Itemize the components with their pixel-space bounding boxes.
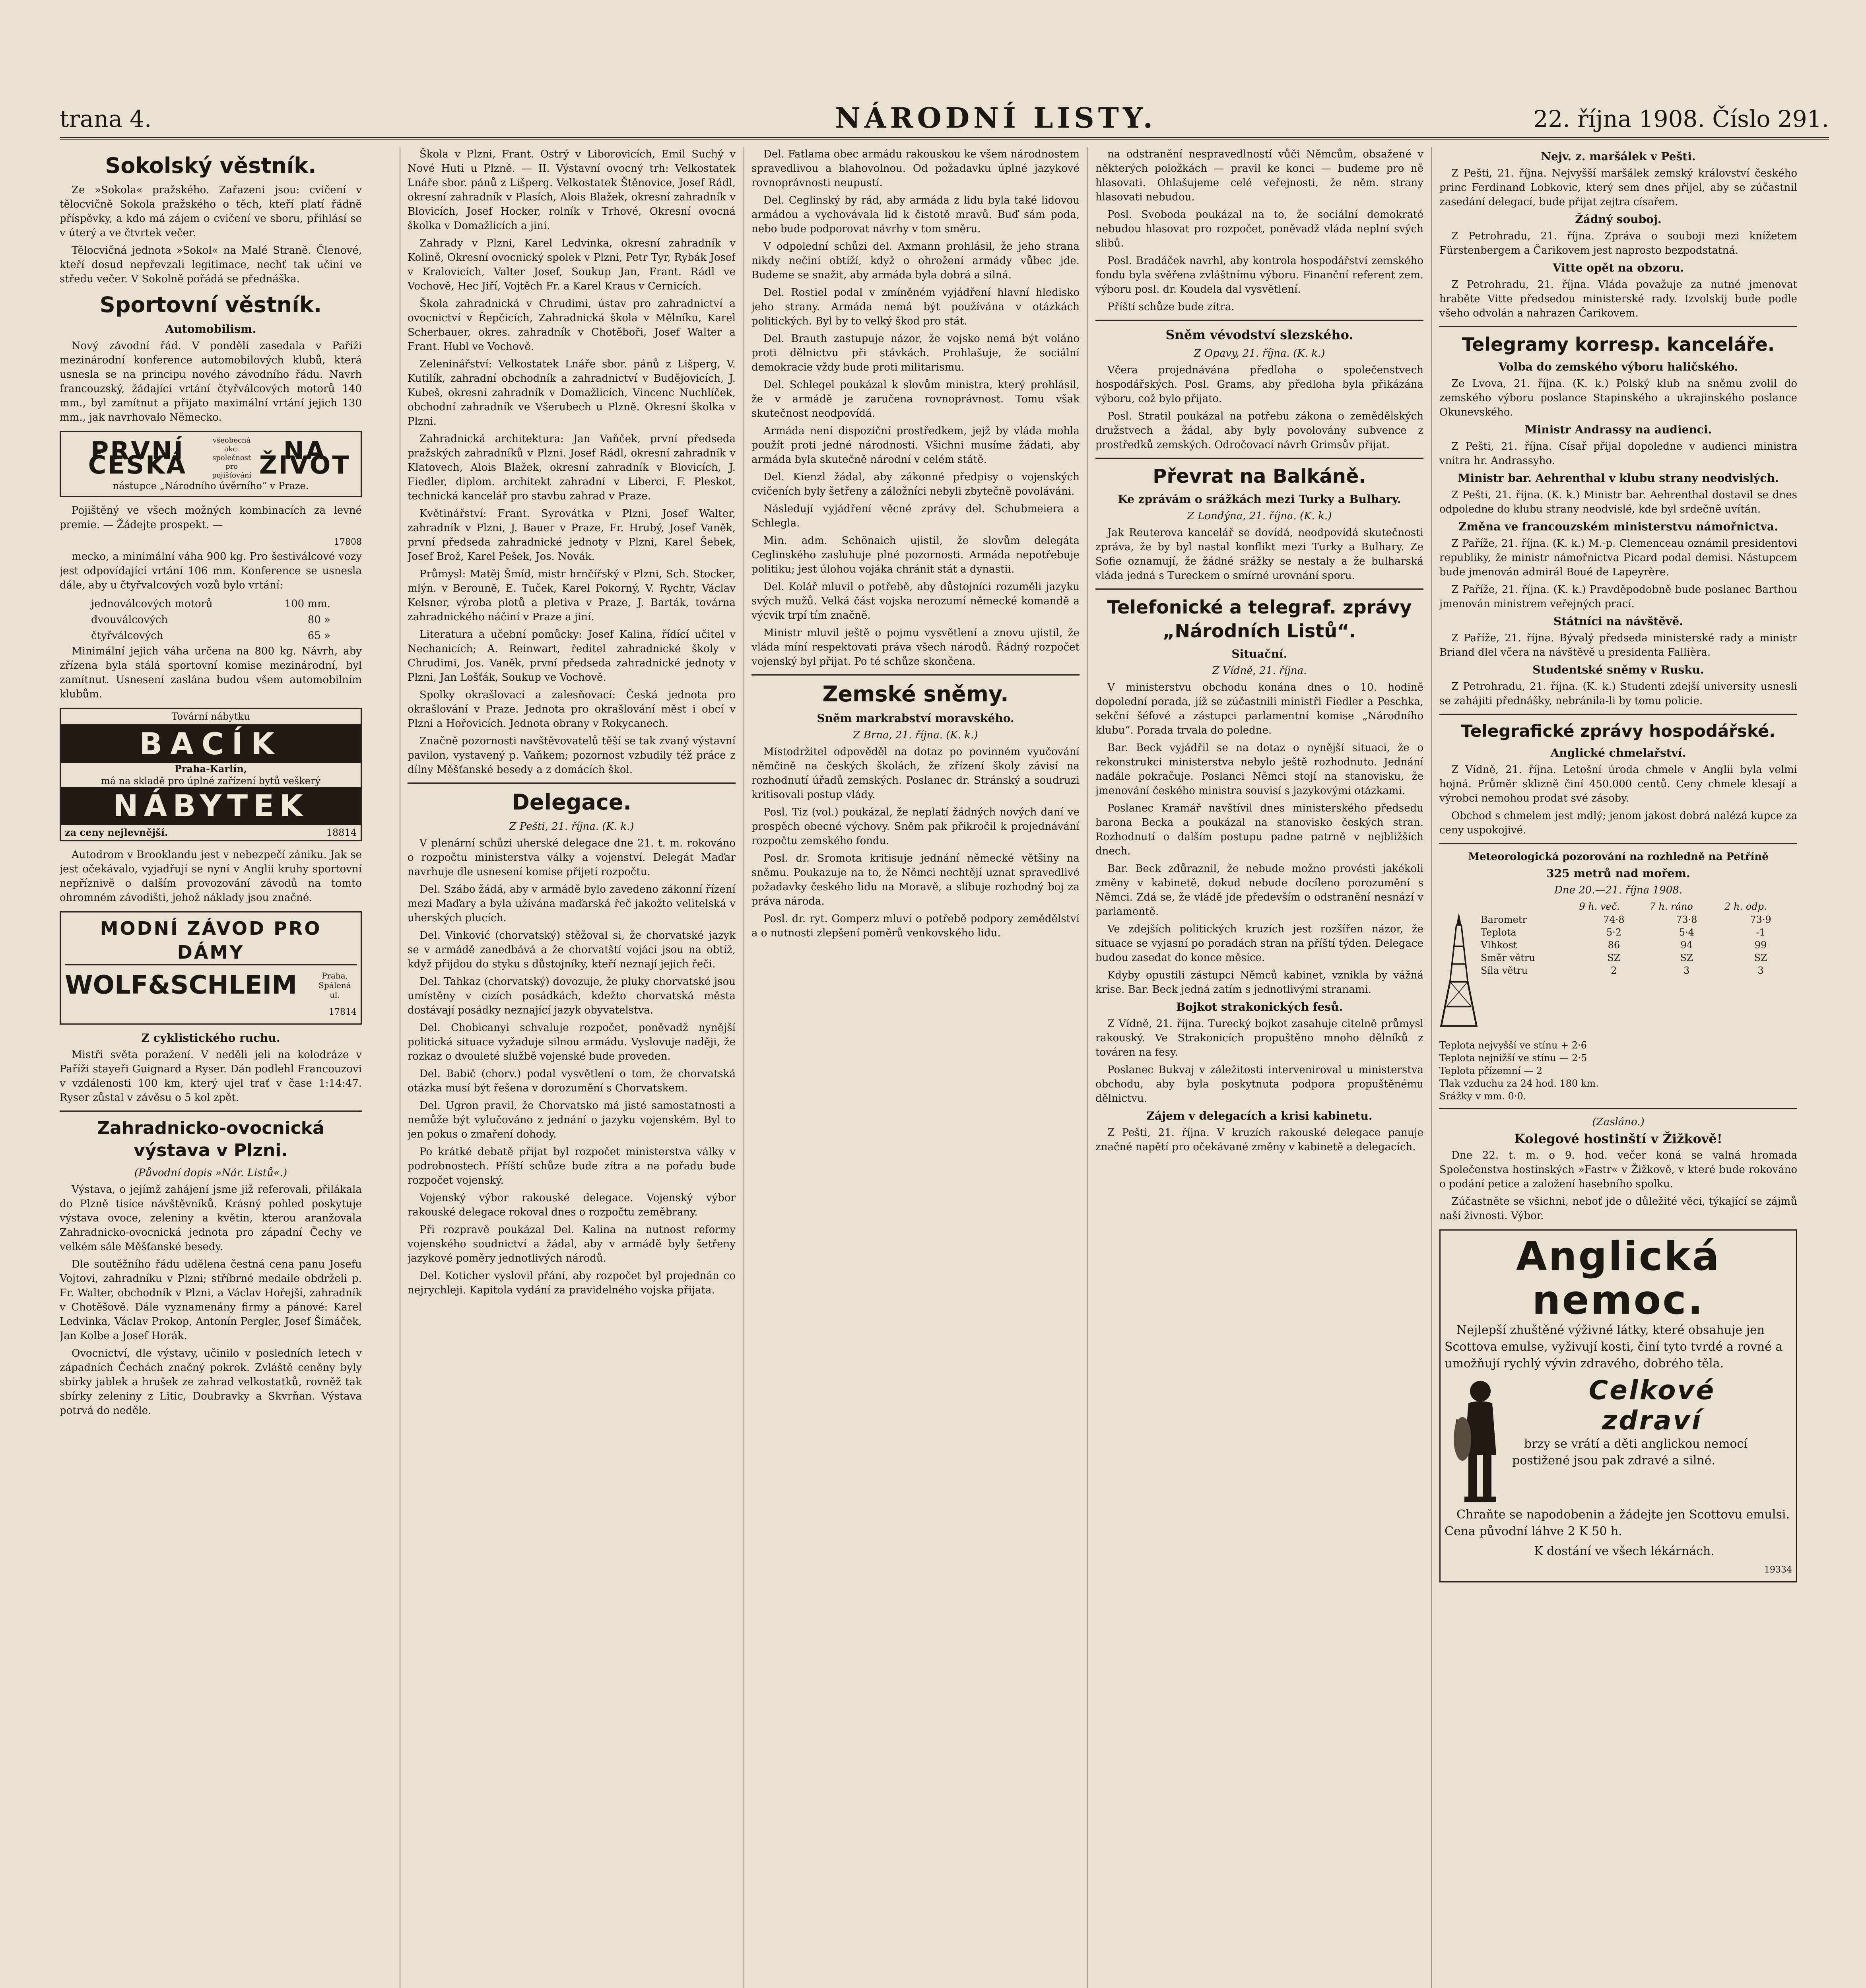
article-paragraph: Ze »Sokola« pražského. Zařazeni jsou: cvičení v tělocvičně Sokola pražského o těch, kteří platí řádně příspěvky, a kdo má zájem o cvičení ve sboru, přihlásí se v úterý a ve čtvrtek večer. xyxy=(60,184,362,239)
advert-text: Praha, Spálená ul. xyxy=(318,971,351,1000)
dateline: Z Vídně, 21. října. xyxy=(1212,665,1307,677)
sub-heading: Žádný souboj. xyxy=(1575,213,1662,226)
newspaper-title: NÁRODNÍ LISTY. xyxy=(835,101,1157,134)
dateline: (Původní dopis »Nár. Listů«.) xyxy=(134,1167,287,1179)
article-paragraph: Následují vyjádření věcné zprávy del. Schubmeiera a Schlegla. xyxy=(751,503,1080,529)
article-paragraph: Posl. Tiz (vol.) poukázal, že neplatí žádných nových daní ve prospěch obecné výchovy. Sněm pak přikročil k projednávání rozpočtu zemského fondu. xyxy=(751,806,1080,847)
table-cell: 86 xyxy=(1608,940,1620,951)
article-paragraph: Nový závodní řád. V pondělí zasedala v Paříži mezinárodní konference automobilových klubů, která usnesla se na principu nového závodního řádu. Navrh francouzský, žádající vrtání čtyřválcových motorů 140 mm., byl zamítnut a přijato maximální vrtání jejich 130 mm., jak navrhovalo Německo. xyxy=(60,340,362,423)
sub-heading: Volba do zemského výboru haličského. xyxy=(1498,360,1738,373)
fisherman-icon xyxy=(1445,1375,1512,1507)
article-paragraph: Del. Szábo žádá, aby v armádě bylo zavedeno zákonní řízení mezi Maďary a byla užívána maďarská řeč jakožto velitelská v uherských plucích. xyxy=(408,883,736,924)
divider xyxy=(1095,320,1423,321)
weather-note: Teplota nejnižší ve stínu — 2·5 xyxy=(1439,1052,1587,1064)
article-paragraph: na odstranění nespravedlností vůči Němcům, obsažené v některých položkách — pravil ke konci — budeme pro ně hlasovati. Ohlašujeme celé veřejnosti, že něm. strany hlasovati nebudou. xyxy=(1095,148,1423,203)
article-paragraph: mecko, a minimální váha 900 kg. Pro šestiválcové vozy jest odpovídající vrtání 106 mm. Konference se usnesla dále, aby u čtyřvalcových vozů bylo vrtání: xyxy=(60,551,362,591)
sub-heading: Situační. xyxy=(1231,647,1287,660)
divider xyxy=(60,1110,362,1112)
sub-heading: Nejv. z. maršálek v Pešti. xyxy=(1541,150,1696,163)
table-header: 2 h. odp. xyxy=(1724,901,1767,912)
article-paragraph: Zeleninářství: Velkostatek Lnáře sbor. pánů z Lišperg, V. Kutilík, zahradní obchodník a zahradnictví v Budějovicích, J. Kubeš, okresní zahradník v Domažlicích, Vincenc Nuchlíček, obchodní zahradník ve Všerubech u Plzně. Okresní školka v Plzni. xyxy=(408,358,736,427)
article-paragraph: Z Pešti, 21. října. V kruzích rakouské delegace panuje značné napětí pro očekávané změny v kabinetě a delegacích. xyxy=(1095,1127,1423,1153)
table-cell: dvouválcových xyxy=(91,614,168,626)
sub-heading: Změna ve francouzském ministerstvu námořnictva. xyxy=(1458,520,1778,533)
article-paragraph: Del. Ceglinský by rád, aby armáda z lidu byla také lidovou armádou a vychovávala lid k čistotě mravů. Buď sám poda, nebo bude podporovat návrhy v tom směru. xyxy=(751,194,1080,235)
table-cell: 74·8 xyxy=(1603,914,1625,925)
section-heading: Sokolský věstník. xyxy=(105,153,317,178)
article-paragraph: Jak Reuterova kancelář se dovídá, neodpovídá skutečnosti zpráva, že by byl nastal konflikt mezi Turky a Bulhary. Ze Sofie oznamují, že žádné srážky se nestaly a že bulharská vláda jedná s Tureckem o smírné urovnání sporu. xyxy=(1095,527,1423,582)
article-paragraph: Ze Lvova, 21. října. (K. k.) Polský klub na sněmu zvolil do zemského výboru poslance Stapinského a ukrajinského poslance Okunevského. xyxy=(1439,378,1797,418)
page-number: trana 4. xyxy=(60,105,152,132)
article-paragraph: Z Petrohradu, 21. října. Zpráva o souboji mezi knížetem Fürstenbergem a Čarikovem jest naprosto bezpodstatná. xyxy=(1439,230,1797,256)
table-cell: Barometr xyxy=(1481,914,1527,925)
advert-number: 17808 xyxy=(334,537,362,547)
article-paragraph: Po krátké debatě přijat byl rozpočet ministerstva války v podrobnostech. Příští schůze bude zítra a na pořadu bude rozpočet vojenský. xyxy=(408,1146,736,1186)
advert-banner: Celkové xyxy=(1588,1375,1716,1406)
advert-title: BACÍK xyxy=(61,725,361,763)
divider xyxy=(1439,714,1797,715)
divider xyxy=(1095,588,1423,590)
sub-heading: Z cyklistického ruchu. xyxy=(141,1031,280,1044)
table-row xyxy=(1478,939,1797,951)
divider xyxy=(1439,326,1797,327)
column-5 xyxy=(1439,147,1797,1988)
article-paragraph: Obchod s chmelem jest mdlý; jenom jakost dobrá nalézá kupce za ceny uspokojivé. xyxy=(1439,810,1797,836)
advert-title: NÁBYTEK xyxy=(61,787,361,825)
dateline: Z Brna, 21. října. (K. k.) xyxy=(853,729,978,741)
article-paragraph: Škola v Plzni, Frant. Ostrý v Liborovicích, Emil Suchý v Nové Huti u Plzně. — II. Výstavní ovocný trh: Velkostatek Lnáře sbor. pánů z Lišperg. Velkostatek Štěnovice, Josef Rádl, okresní zahradník v Plasích, Alois Blažek, okresní zahradník v Blovicích, Josef Hocker, rolník v Trhové, Okresní ovocná školka v Domažlicích a jiní. xyxy=(408,148,736,232)
article-paragraph: Del. Tahkaz (chorvatský) dovozuje, že pluky chorvatské jsou umístěny v cizích posádkách, kdežto chorvatská města dostávají posádky neznající jazyk obyvatelstva. xyxy=(408,976,736,1016)
advert-text: za ceny nejlevnější. xyxy=(65,827,168,838)
advert-text: všeobecná akc. společnost pro pojišťování xyxy=(212,436,252,480)
article-paragraph: Pojištěný ve všech možných kombinacích za levné premie. — Žádejte prospekt. — xyxy=(60,505,362,531)
article-paragraph: Dle soutěžního řádu udělena čestná cena panu Josefu Vojtovi, zahradníku v Plzni; stříbrné medaile obdrželi p. Fr. Walter, obchodník v Plzni, a Václav Hořejší, zahradník v Chotěšově. Dále vyznamenány firmy a pánové: Karel Ledvinka, Václav Prokop, Antonín Pergler, Josef Šimáček, Jan Kolbe a Josef Horák. xyxy=(60,1258,362,1342)
weather-note: Teplota nejvyšší ve stínu + 2·6 xyxy=(1439,1040,1587,1051)
advert-text: K dostání ve všech lékárnách. xyxy=(1534,1544,1715,1558)
dateline: Z Londýna, 21. října. (K. k.) xyxy=(1187,510,1332,522)
weather-altitude: 325 metrů nad mořem. xyxy=(1546,867,1690,880)
section-heading: Převrat na Balkáně. xyxy=(1153,465,1366,487)
article-paragraph: Autodrom v Brooklandu jest v nebezpečí zániku. Jak se jest očekávalo, vyjadřují se nyní v Anglii kruhy sportovní nepříznivě o dalším provozování závodů na tomto ohromném závodišti, jehož náklady jsou značné. xyxy=(60,849,362,904)
table-cell: Síla větru xyxy=(1481,965,1528,976)
sub-heading: Anglické chmelařství. xyxy=(1550,746,1686,759)
sub-heading: Automobilism. xyxy=(165,322,256,336)
article-paragraph: Armáda není dispoziční prostředkem, jejž by vláda mohla použít proti jedné národnosti. Všichni musíme žádati, aby armáda byla skutečně národní v celém státě. xyxy=(751,425,1080,466)
table-cell: 3 xyxy=(1757,965,1764,976)
table-cell: SZ xyxy=(1754,952,1767,963)
advert-title: NA ŽIVOT xyxy=(259,436,351,480)
article-paragraph: Posl. Svoboda poukázal na to, že sociální demokraté nebudou hlasovat pro rozpočet, poněvadž vláda neplní svých slibů. xyxy=(1095,209,1423,249)
article-paragraph: Mistři světa poražení. V neděli jeli na kolodráze v Paříži stayeři Guignard a Ryser. Dán podlehl Francouzovi v vzdálenosti 100 km, který ujel trať v čase 1:14:47. Ryser zůstal v závěsu o 5 kol zpět. xyxy=(60,1049,362,1104)
article-paragraph: Ve zdejších politických kruzích jest rozšířen názor, že situace se vyjasní po poradách stran na příští týden. Delegace budou zasedat do konce měsíce. xyxy=(1095,923,1423,964)
article-paragraph: Z Vídně, 21. října. Letošní úroda chmele v Anglii byla velmi hojná. Průměr sklizně činí 450.000 centů. Ceny chmele klesají a výrobci nemohou prodat své zásoby. xyxy=(1439,764,1797,804)
advert-scott-emulsion xyxy=(1439,1229,1797,1582)
column-3 xyxy=(751,147,1080,1988)
table-row xyxy=(91,612,331,627)
article-paragraph: Místodržitel odpověděl na dotaz po povinném vyučování němčině na českých školách, že zřízení školy závisí na rozhodnutí úřadů zemských. Poslanec dr. Stránský a soudruzi kritisovali postup vlády. xyxy=(751,746,1080,801)
table-row xyxy=(91,628,331,643)
advert-text: Praha-Karlín, xyxy=(174,763,247,775)
article-paragraph: Posl. Bradáček navrhl, aby kontrola hospodářství zemského fondu byla svěřena zvláštnímu výboru. Finanční referent zem. výboru posl. dr. Koudela dal vysvětlení. xyxy=(1095,255,1423,295)
article-paragraph: Bar. Beck vyjádřil se na dotaz o nynější situaci, že o rekonstrukci ministerstva nebylo ještě rozhodnuto. Jednání nadále pokračuje. Poslanci Němci stojí na stanovisku, že jmenování českého ministra souvisí s jazykovými otázkami. xyxy=(1095,742,1423,797)
article-paragraph: Del. Koticher vyslovil přání, aby rozpočet byl projednán co nejrychleji. Kapitola vydání za pravidelného vojska přijata. xyxy=(408,1270,736,1296)
article-paragraph: Z Paříže, 21. října. (K. k.) M.-p. Clemenceau oznámil presidentovi republiky, že ministr námořnictva Picard podal demisi. Nástupcem bude jmenován admirál Boué de Lapeyrère. xyxy=(1439,538,1797,578)
article-paragraph: Z Pešti, 21. října. (K. k.) Ministr bar. Aehrenthal dostavil se dnes odpoledne do klubu strany neodvislé, kde byl srdečně uvítán. xyxy=(1439,489,1797,515)
article-paragraph: Z Pešti, 21. října. Nejvyšší maršálek zemský království českého princ Ferdinand Lobkovic, který sem dnes přijel, aby se zúčastnil zasedání delegací, bude přijat zejtra císařem. xyxy=(1439,167,1797,208)
weather-note: Teplota přízemní — 2 xyxy=(1439,1065,1543,1076)
article-paragraph: Del. Kolář mluvil o potřebě, aby důstojníci rozuměli jazyku svých mužů. Velká část vojska nerozumí německé komandě a výcvik trpí tím značně. xyxy=(751,581,1080,621)
article-paragraph: Škola zahradnická v Chrudimi, ústav pro zahradnictví a ovocnictví v Řepčicích, Zahradnická škola v Mělníku, Karel Scherbauer, okres. zahradník v Chotěboři, Josef Walter a Frant. Hubl ve Vochově. xyxy=(408,298,736,353)
table-cell: Směr větru xyxy=(1481,952,1535,963)
article-paragraph: Bar. Beck zdůraznil, že nebude možno provésti jakékoli změny v kabinetě, dokud nebude docíleno porozumění s Němci. Zdá se, že vládě jde především o odstranění nesnází v parlamentě. xyxy=(1095,863,1423,918)
table-cell: 80 » xyxy=(307,614,330,626)
sub-heading: Studentské sněmy v Rusku. xyxy=(1532,663,1704,676)
table-cell: 94 xyxy=(1680,940,1693,951)
article-paragraph: V odpolední schůzi del. Axmann prohlásil, že jeho strana nikdy nečiní obtíží, když o ohrožení armády vůbec jde. Budeme se snažit, aby armáda byla dobrá a silná. xyxy=(751,241,1080,281)
table-header xyxy=(1478,900,1579,913)
table-header: 9 h. več. xyxy=(1579,901,1620,912)
article-paragraph: Min. adm. Schönaich ujistil, že slovům delegáta Ceglinského zasluhuje plné pozornosti. Armáda nepotřebuje politiku; jest úlohou vojáka chránit stát a dynastii. xyxy=(751,535,1080,575)
weather-table xyxy=(1478,900,1797,977)
article-paragraph: Del. Ugron pravil, že Chorvatsko má jisté samostatnosti a nemůže být vylučováno z jednání o jazyku vojenském. Byl to jen pokus o zmaření dohody. xyxy=(408,1100,736,1140)
table-cell: SZ xyxy=(1680,952,1693,963)
table-cell: 65 » xyxy=(307,630,330,642)
table-row xyxy=(1478,913,1797,926)
advert-text: Tovární nábytku xyxy=(61,709,361,725)
article-paragraph: Del. Vinković (chorvatský) stěžoval si, že chorvatské jazyk se v armádě zanedbává a že chorvatští vojáci jsou na obtíž, když přijdou do styku s důstojníky, kteří neznají jejich řeči. xyxy=(408,930,736,970)
section-heading: Telegrafické zprávy hospodářské. xyxy=(1461,721,1776,741)
article-paragraph: Z Petrohradu, 21. října. Vláda považuje za nutné jmenovat hraběte Vitte předsedou ministerské rady. Izvolskij bude podle všeho odvolán a nahrazen Čarikovem. xyxy=(1439,279,1797,319)
sub-heading: Sněm markrabství moravského. xyxy=(817,712,1014,725)
section-heading: Zemské sněmy. xyxy=(822,681,1009,707)
article-paragraph: Z Petrohradu, 21. října. (K. k.) Studenti zdejší university usnesli se zahájiti přednášky, nebránila-li by tomu policie. xyxy=(1439,681,1797,707)
advert-text: Nejlepší zhuštěné výživné látky, které obsahuje jen Scottova emulse, vyživují kosti, činí tyto tvrdé a rovné a umožňují rychlý vývin zdravého, dobrého těla. xyxy=(1445,1323,1783,1371)
article-paragraph: Tělocvičná jednota »Sokol« na Malé Straně. Členové, kteří dosud nepřevzali legitimace, nechť tak učiní ve středu večer. V Sokolně pořádá se přednáška. xyxy=(60,245,362,285)
advert-banner: zdraví xyxy=(1602,1405,1703,1436)
article-paragraph: Poslanec Bukvaj v záležitosti interveniroval u ministerstva obchodu, aby byla poskytnuta podpora propuštěnému dělnictvu. xyxy=(1095,1064,1423,1105)
divider xyxy=(1439,1108,1797,1109)
article-paragraph: Příští schůze bude zítra. xyxy=(1107,301,1235,313)
advert-number: 18814 xyxy=(326,827,357,838)
zaslano-label: (Zasláno.) xyxy=(1592,1116,1645,1128)
sub-heading: Kolegové hostinští v Žižkově! xyxy=(1514,1131,1722,1146)
table-cell: čtyřválcových xyxy=(91,630,163,642)
table-cell: 73·8 xyxy=(1676,914,1697,925)
article-paragraph: Del. Schlegel poukázal k slovům ministra, který prohlásil, že v armádě je zaručena rovnoprávnost. Tomu však skutečnost neodpovídá. xyxy=(751,379,1080,419)
article-paragraph: Poslanec Kramář navštívil dnes ministerského předsedu barona Becka a poukázal na stanovisko českých stran. Rozhodnutí o dalším postupu padne patrně v nejbližších dnech. xyxy=(1095,802,1423,857)
section-heading: Delegace. xyxy=(512,790,631,815)
section-heading: Telefonické a telegraf. zprávy „Národních Listů“. xyxy=(1107,596,1412,642)
article-paragraph: Posl. Stratil poukázal na potřebu zákona o zemědělských družstvech a žádal, aby byly povolovány subvence z prostředků zemských. Odročovací návrh Grimsův přijat. xyxy=(1095,410,1423,451)
advert-title: PRVNÍ ČESKÁ xyxy=(88,436,187,480)
table-cell: 100 mm. xyxy=(284,598,330,610)
article-paragraph: Del. Rostiel podal v zmíněném vyjádření hlavní hledisko jeho strany. Armáda nemá být používána v otázkách politických. Byl by to velký škod pro stát. xyxy=(751,287,1080,327)
table-cell: Vlhkost xyxy=(1481,940,1517,951)
article-paragraph: Z Paříže, 21. října. Bývalý předseda ministerské rady a ministr Briand dlel včera na návštěvě u presidenta Fallièra. xyxy=(1439,632,1797,658)
advert-number: 19334 xyxy=(1764,1565,1792,1575)
article-paragraph: Květinářství: Frant. Syrovátka v Plzni, Josef Walter, zahradník v Plzni, J. Bauer v Praze, Fr. Hrubý, Josef Vaněk, první předseda zahradnické jednoty v Plzni, Karel Šebek, Josef Brož, Karel Pešek, Jos. Novák. xyxy=(408,508,736,563)
divider xyxy=(751,674,1080,676)
article-paragraph: Při rozpravě poukázal Del. Kalina na nutnost reformy vojenského soudnictví a žádal, aby v armádě byly šetřeny jazykové poměry jednotlivých národů. xyxy=(408,1224,736,1264)
article-paragraph: Del. Brauth zastupuje názor, že vojsko nemá být voláno proti dělnictvu při stávkách. Prohlašuje, že sociální demokracie vždy bude proti militarismu. xyxy=(751,333,1080,373)
sub-heading: Zájem v delegacích a krisi kabinetu. xyxy=(1146,1109,1373,1122)
article-paragraph: Zahrady v Plzni, Karel Ledvinka, okresní zahradník v Kolině, Okresní ovocnický spolek v Plzni, Petr Tyr, Rybák Josef v Kralovicích, Valter Josef, Soukup Jan, Frant. Rádl ve Vochově, Hec Jiří, Vojtěch Fr. a Karel Kraus v Cernicích. xyxy=(408,237,736,292)
table-cell: 5·4 xyxy=(1679,927,1694,938)
section-heading: Sněm vévodství slezského. xyxy=(1165,327,1353,342)
weather-note: Srážky v mm. 0·0. xyxy=(1439,1091,1526,1102)
article-paragraph: Minimální jejich váha určena na 800 kg. Návrh, aby zřízena byla stálá sportovní komise mezinárodní, byl zamítnut. Usnesení zaslána budou všem automobilním klubům. xyxy=(60,645,362,700)
divider xyxy=(1439,843,1797,844)
advert-text: má na skladě pro úplné zařízení bytů veškerý xyxy=(101,775,321,786)
sub-heading: Ke zprávám o srážkách mezi Turky a Bulhary. xyxy=(1118,493,1401,506)
advert-text: nástupce „Národního úvěrního“ v Praze. xyxy=(113,480,309,491)
column-2 xyxy=(408,147,736,1988)
masthead xyxy=(60,101,1829,140)
weather-dates: Dne 20.—21. října 1908. xyxy=(1554,884,1682,896)
advert-fashion xyxy=(60,911,362,1025)
advert-title: WOLF&SCHLEIM xyxy=(65,971,297,1000)
article-paragraph: Z Paříže, 21. října. (K. k.) Pravděpodobně bude poslanec Barthou jmenován ministrem veřejných prací. xyxy=(1439,584,1797,610)
weather-note: Tlak vzduchu za 24 hod. 180 km. xyxy=(1439,1078,1599,1089)
issue-date: 22. října 1908. Číslo 291. xyxy=(1533,105,1829,132)
article-paragraph: Posl. dr. ryt. Gomperz mluví o potřebě podpory zemědělství a o nutnosti zlepšení poměrů venkovského lidu. xyxy=(751,913,1080,939)
weather-title: Meteorologická pozorování na rozhledně na Petříně xyxy=(1468,851,1769,863)
table-cell: 73·9 xyxy=(1750,914,1771,925)
article-paragraph: Dne 22. t. m. o 9. hod. večer koná se valná hromada Společenstva hostinských »Fastr« v Žižkově, v které bude rokováno o podání petice a založení hasebního spolku. xyxy=(1439,1149,1797,1190)
dateline: Z Opavy, 21. října. (K. k.) xyxy=(1194,348,1325,359)
petrin-tower-icon xyxy=(1439,904,1478,1035)
article-paragraph: Posl. dr. Sromota kritisuje jednání německé většiny na sněmu. Poukazuje na to, že Němci nechtějí uznat spravedlivé požadavky českého lidu na Moravě, a slibuje rozhodný boj za práva národa. xyxy=(751,852,1080,907)
advert-number: 17814 xyxy=(329,1007,357,1017)
article-paragraph: Vojenský výbor rakouské delegace. Vojenský výbor rakouské delegace rokoval dnes o rozpočtu zeměbrany. xyxy=(408,1192,736,1218)
table-cell: SZ xyxy=(1607,952,1621,963)
section-heading: Sportovní věstník. xyxy=(99,292,322,317)
article-paragraph: Del. Babič (chorv.) podal vysvětlení o tom, že chorvatská otázka musí být řešena v dorozumění s Chorvatskem. xyxy=(408,1068,736,1094)
article-paragraph: Kdyby opustili zástupci Němců kabinet, vznikla by vážná krise. Bar. Beck jedná zatím s jednotlivými stranami. xyxy=(1095,969,1423,996)
article-paragraph: Zúčastněte se všichni, neboť jde o důležité věci, týkající se zájmů naší živnosti. Výbor. xyxy=(1439,1196,1797,1222)
article-paragraph: Spolky okrašlovací a zalesňovací: Česká jednota pro okrašlování v Praze. Jednota pro okrašlování měst i obcí v Plzni a Hořovicích. Jednota obrany v Rokycanech. xyxy=(408,689,736,730)
article-paragraph: Zahradnická architektura: Jan Vaňček, první předseda pražských zahradníků v Plzni. Josef Rádl, okresní zahradník v Klatovech, Alois Blažek, okresní zahradník v Blovicích, J. Fiedler, diplom. architekt zahradní v Liberci, F. Pleskot, technická kancelář pro stavbu zahrad v Praze. xyxy=(408,433,736,502)
sub-heading: Bojkot strakonických fesů. xyxy=(1176,1000,1343,1013)
column-rule xyxy=(1431,147,1432,1988)
advert-text: Chraňte se napodobenin a žádejte jen Scottovu emulsi. Cena původní láhve 2 K 50 h. xyxy=(1445,1508,1790,1538)
section-heading: Telegramy korresp. kanceláře. xyxy=(1462,334,1775,355)
advert-title: Anglická xyxy=(1516,1233,1720,1279)
article-paragraph: Literatura a učební pomůcky: Josef Kalina, řídící učitel v Nechanicích; A. Reinwart, ředitel zahradnické školy v Chrudimi, Jos. Vaněk, první předseda zahradnické jednoty v Plzni, Jan Lošťák, Soukup ve Vochově. xyxy=(408,629,736,683)
divider xyxy=(1095,458,1423,459)
article-paragraph: Z Pešti, 21. října. Císař přijal dopoledne v audienci ministra vnitra hr. Andrassyho. xyxy=(1439,441,1797,467)
article-paragraph: Del. Kienzl žádal, aby zákonné předpisy o vojenských cvičeních byly šetřeny a záložníci nebyli zbytečně povoláváni. xyxy=(751,471,1080,497)
column-4 xyxy=(1095,147,1423,1988)
advert-title: MODNÍ ZÁVOD PRO DÁMY xyxy=(65,916,357,965)
article-paragraph: V plenární schůzi uherské delegace dne 21. t. m. rokováno o rozpočtu ministerstva války a vojenství. Delegát Maďar navrhuje dle usnesení komise přijetí rozpočtu. xyxy=(408,837,736,878)
column-rule xyxy=(1087,147,1088,1988)
article-paragraph: Značně pozornosti navštěvovatelů těší se tak zvaný výstavní pavilon, vystavený p. Vaňkem; pozornost vzbudily též práce z dílny Měšťanské besedy a z domácích škol. xyxy=(408,735,736,776)
article-paragraph: V ministerstvu obchodu konána dnes o 10. hodině dopolední porada, jíž se zúčastnili ministři Fiedler a Peschka, sekční šéfové a zástupci parlamentní komise „Národního klubu“. Porada trvala do poledne. xyxy=(1095,681,1423,736)
table-cell: jednoválcových motorů xyxy=(91,598,213,610)
article-paragraph: Výstava, o jejímž zahájení jsme již referovali, přilákala do Plzně tisíce návštěvníků. Krásný pohled poskytuje výstava ovoce, zeleniny a květin, kterou aranžovala Zahradnicko-ovocnická jednota pro západní Čechy ve velkém sále Měšťanské besedy. xyxy=(60,1184,362,1253)
sub-heading: Vitte opět na obzoru. xyxy=(1553,261,1684,274)
table-cell: 3 xyxy=(1683,965,1690,976)
section-heading: Zahradnicko-ovocnická výstava v Plzni. xyxy=(97,1118,324,1161)
article-paragraph: Včera projednávána předloha o společenstvech hospodářských. Posl. Grams, aby předloha byla přikázána výboru, což bylo přijato. xyxy=(1095,364,1423,405)
dateline: Z Pešti, 21. října. (K. k.) xyxy=(509,821,634,833)
table-cell: 99 xyxy=(1754,940,1767,951)
table-row xyxy=(91,596,331,612)
sub-heading: Ministr Andrassy na audienci. xyxy=(1524,423,1712,436)
table-row xyxy=(1478,926,1797,939)
table-cell: 2 xyxy=(1611,965,1617,976)
table-cell: -1 xyxy=(1756,927,1765,938)
table-cell: 5·2 xyxy=(1606,927,1621,938)
table-cell: Teplota xyxy=(1481,927,1516,938)
table-row xyxy=(1478,951,1797,964)
article-paragraph: Del. Chobicanyi schvaluje rozpočet, poněvadž nynější politická situace vyžaduje silnou armádu. Vyslovuje naději, že rozkaz o dvouleté službě vojenské bude proveden. xyxy=(408,1022,736,1062)
article-paragraph: Del. Fatlama obec armádu rakouskou ke všem národnostem spravedlivou a blahovolnou. Od požadavku úplné jazykové rovnoprávnosti neupustí. xyxy=(751,148,1080,189)
article-paragraph: Ovocnictví, dle výstavy, učinilo v posledních letech v západních Čechách značný pokrok. Zvláště ceněny byly sbírky jablek a hrušek ze zahrad velkostatků, rovněž tak sbírky zeleniny z Litic, Doubravky a Skvrňan. Výstava potrvá do neděle. xyxy=(60,1347,362,1417)
advert-insurance xyxy=(60,431,362,497)
spec-table xyxy=(90,596,332,644)
table-row xyxy=(1478,900,1797,913)
divider xyxy=(408,782,736,784)
sub-heading: Ministr bar. Aehrenthal v klubu strany neodvislých. xyxy=(1458,472,1779,485)
table-header: 7 h. ráno xyxy=(1649,901,1693,912)
article-paragraph: Ministr mluvil ještě o pojmu vysvětlení a znovu ujistil, že vláda míní respektovati práva všech národů. Řádný rozpočet vojenský byl přijat. Po té schůze skončena. xyxy=(751,627,1080,668)
article-paragraph: Průmysl: Matěj Šmíd, mistr hrnčířský v Plzni, Sch. Stocker, mlýn. v Berouně, E. Tuček, Karel Pokorný, V. Rychtr, Václav Kelsner, výroba plotů a pletiva v Praze, J. Barták, továrna zahradnického náčiní v Praze a jiní. xyxy=(408,568,736,623)
advert-title: nemoc. xyxy=(1532,1277,1705,1323)
article-paragraph: Z Vídně, 21. října. Turecký bojkot zasahuje citelně průmysl rakouský. Ve Strakonicích propuštěno mnoho dělníků z továren na fesy. xyxy=(1095,1018,1423,1058)
advert-furniture xyxy=(60,708,362,841)
advert-text: brzy se vrátí a děti anglickou nemocí postižené jsou pak zdravé a silné. xyxy=(1512,1437,1748,1468)
table-row xyxy=(1478,964,1797,977)
sub-heading: Státníci na návštěvě. xyxy=(1553,615,1683,628)
column-1 xyxy=(60,147,362,1988)
